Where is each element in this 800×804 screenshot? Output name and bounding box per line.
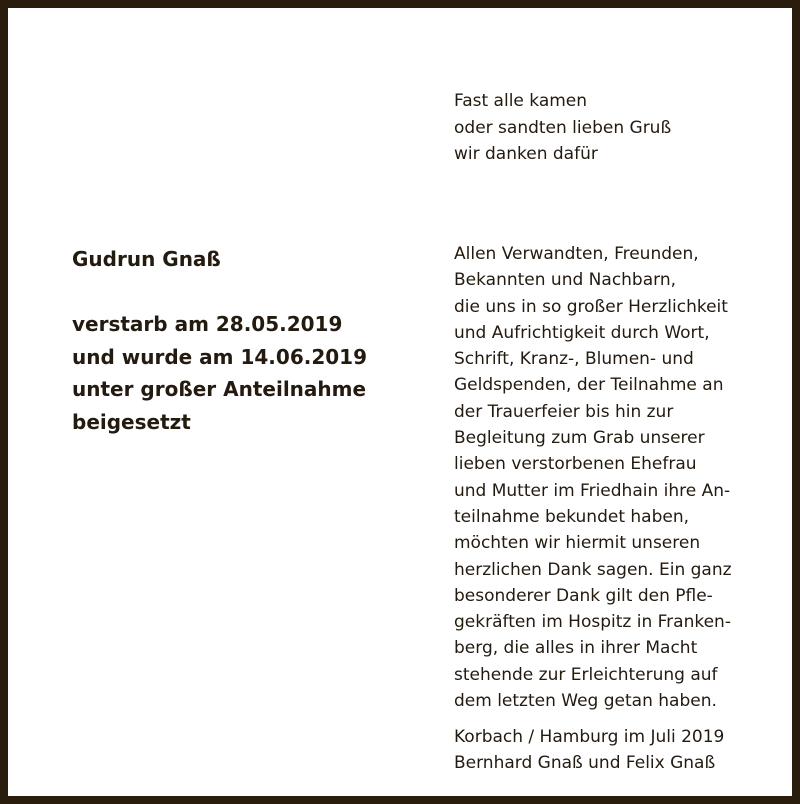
motto-line: wir danken dafür bbox=[454, 144, 598, 164]
thanks-paragraph bbox=[454, 241, 732, 714]
statement-line: unter großer Anteilnahme bbox=[72, 377, 367, 401]
thanks-line: der Trauerfeier bis hin zur bbox=[454, 401, 674, 422]
death-burial-statement bbox=[72, 308, 367, 438]
thanks-line: Geldspenden, der Teilnahme an bbox=[454, 375, 724, 396]
thanks-line: und Mutter im Friedhain ihre An- bbox=[454, 480, 731, 501]
motto-verse bbox=[454, 88, 671, 168]
place-date: Korbach / Hamburg im Juli 2019 bbox=[454, 727, 725, 747]
thanks-line: Bekannten und Nachbarn, bbox=[454, 270, 677, 291]
thanks-line: besonderer Dank gilt den Pfle- bbox=[454, 585, 713, 606]
thanks-line: dem letzten Weg getan haben. bbox=[454, 691, 717, 712]
thanks-line: herzlichen Dank sagen. Ein ganz bbox=[454, 559, 732, 580]
motto-line: Fast alle kamen bbox=[454, 91, 588, 111]
motto-line: oder sandten lieben Gruß bbox=[454, 117, 672, 138]
thanks-line: gekräften im Hospitz in Franken- bbox=[454, 612, 731, 633]
thanks-line: und Aufrichtigkeit durch Wort, bbox=[454, 322, 710, 343]
signoff bbox=[454, 724, 724, 776]
statement-line: verstarb am 28.05.2019 bbox=[72, 312, 343, 336]
statement-line: und wurde am 14.06.2019 bbox=[72, 344, 367, 369]
deceased-name: Gudrun Gnaß bbox=[72, 247, 221, 271]
signatories: Bernhard Gnaß und Felix Gnaß bbox=[454, 753, 716, 773]
thanks-line: Allen Verwandten, Freunden, bbox=[454, 244, 699, 264]
statement-line: beigesetzt bbox=[72, 409, 191, 434]
thanks-line: lieben verstorbenen Ehefrau bbox=[454, 454, 697, 475]
thanks-line: Schrift, Kranz-, Blumen- und bbox=[454, 349, 694, 370]
thanks-line: berg, die alles in ihrer Macht bbox=[454, 638, 698, 659]
thanks-line: die uns in so großer Herzlichkeit bbox=[454, 296, 728, 317]
thanks-line: möchten wir hiermit unseren bbox=[454, 533, 701, 554]
thanks-line: Begleitung zum Grab unserer bbox=[454, 428, 705, 449]
thanks-line: stehende zur Erleichterung auf bbox=[454, 664, 718, 685]
thanks-line: teilnahme bekundet haben, bbox=[454, 506, 690, 527]
